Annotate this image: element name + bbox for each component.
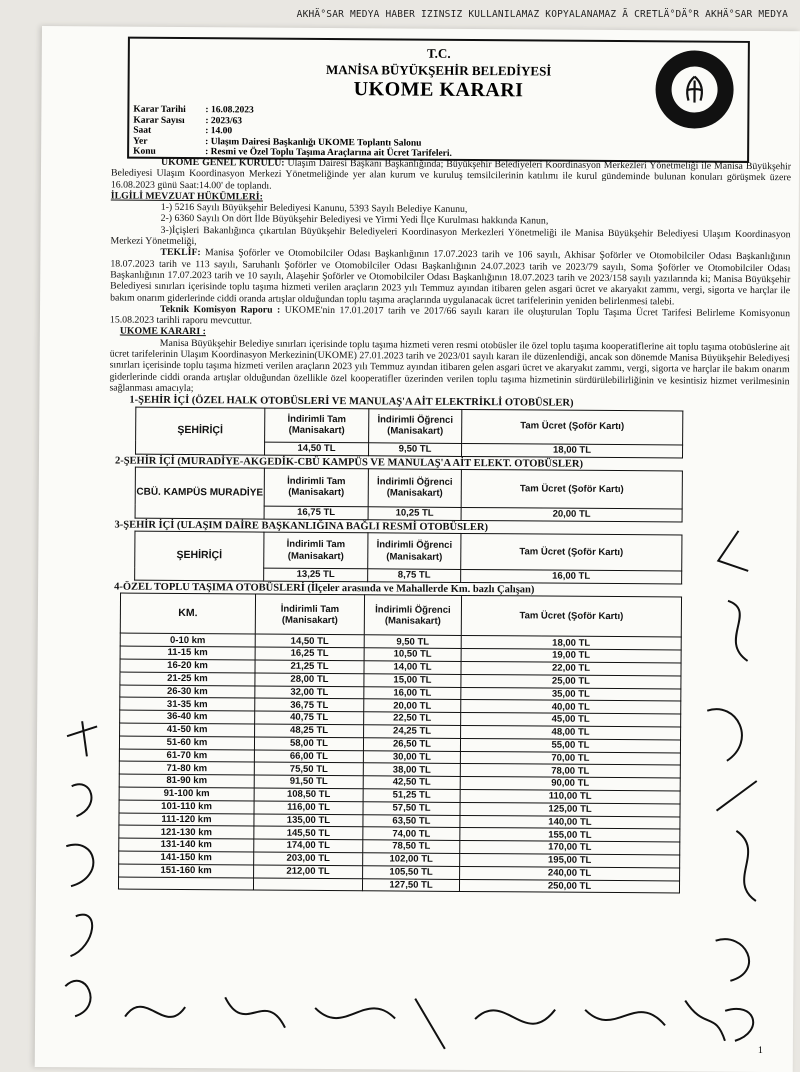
table4-title: 4-ÖZEL TOPLU TAŞIMA OTOBÜSLERİ (İlçeler arasında ve Mahallerde Km. bazlı Çalışan) bbox=[114, 581, 535, 596]
table3-tam-value: 13,25 TL bbox=[264, 568, 368, 582]
row-km: 36-40 km bbox=[120, 710, 255, 724]
col-indirimli-tam: İndirimli Tam (Manisakart) bbox=[264, 532, 368, 569]
table1-tam-value: 14,50 TL bbox=[265, 442, 369, 456]
row-tam: 28,00 TL bbox=[255, 673, 364, 687]
row-ogrenci: 102,00 TL bbox=[363, 853, 460, 866]
row-full: 240,00 TL bbox=[460, 866, 680, 880]
document-title: UKOME KARARI bbox=[353, 78, 524, 102]
row-full: 250,00 TL bbox=[459, 879, 679, 893]
col-tam-ucret: Tam Ücret (Şoför Kartı) bbox=[462, 409, 683, 445]
col-tam-ucret: Tam Ücret (Şoför Kartı) bbox=[461, 534, 682, 572]
table-row bbox=[118, 877, 679, 894]
row-km: 26-30 km bbox=[120, 685, 255, 699]
row-tam: 203,00 TL bbox=[254, 852, 363, 866]
table2-label: CBÜ. KAMPÜS MURADİYE bbox=[135, 467, 264, 519]
col-indirimli-ogrenci: İndirimli Öğrenci (Manisakart) bbox=[368, 469, 461, 508]
table1-ogrenci-value: 9,50 TL bbox=[369, 442, 462, 456]
meta-row: Karar Tarihi : 16.08.2023 bbox=[133, 104, 254, 116]
fare-table-4 bbox=[118, 593, 682, 894]
row-tam bbox=[253, 878, 362, 892]
row-full: 90,00 TL bbox=[460, 777, 680, 791]
mevzuat-item: 1-) 5216 Sayılı Büyükşehir Belediyesi Kanunu, 5393 Sayılı Belediye Kanunu, bbox=[160, 202, 468, 216]
row-ogrenci: 78,50 TL bbox=[363, 840, 460, 853]
table1-full-value: 18,00 TL bbox=[462, 443, 683, 458]
row-full: 22,00 TL bbox=[461, 661, 681, 675]
row-ogrenci: 14,00 TL bbox=[364, 661, 461, 674]
fare-table-3 bbox=[134, 531, 682, 585]
document-header bbox=[127, 37, 750, 163]
row-tam: 91,50 TL bbox=[254, 775, 363, 789]
row-tam: 40,75 TL bbox=[255, 711, 364, 725]
row-tam: 212,00 TL bbox=[254, 865, 363, 879]
col-indirimli-ogrenci: İndirimli Öğrenci (Manisakart) bbox=[368, 533, 461, 570]
row-tam: 48,25 TL bbox=[255, 724, 364, 738]
row-ogrenci: 22,50 TL bbox=[364, 712, 461, 725]
row-full: 48,00 TL bbox=[461, 725, 681, 739]
row-tam: 32,00 TL bbox=[255, 686, 364, 700]
col-indirimli-tam: İndirimli Tam (Manisakart) bbox=[255, 594, 364, 635]
row-full: 110,00 TL bbox=[460, 789, 680, 803]
row-km: 121-130 km bbox=[119, 825, 254, 839]
col-indirimli-tam: İndirimli Tam (Manisakart) bbox=[265, 408, 369, 443]
row-tam: 75,50 TL bbox=[254, 762, 363, 776]
table3-full-value: 16,00 TL bbox=[461, 570, 682, 585]
document-page bbox=[35, 26, 800, 1072]
row-tam: 174,00 TL bbox=[254, 839, 363, 853]
row-ogrenci: 10,50 TL bbox=[364, 648, 461, 661]
row-ogrenci: 16,00 TL bbox=[364, 686, 461, 699]
row-tam: 135,00 TL bbox=[254, 814, 363, 828]
row-full: 195,00 TL bbox=[460, 853, 680, 867]
row-ogrenci: 30,00 TL bbox=[363, 750, 460, 763]
page-number: 1 bbox=[757, 1045, 763, 1057]
row-ogrenci: 57,50 TL bbox=[363, 802, 460, 815]
decision-meta bbox=[133, 105, 452, 160]
col-tam-ucret: Tam Ücret (Şoför Kartı) bbox=[461, 469, 682, 509]
table2-title: 2-ŞEHİR İÇİ (MURADİYE-AKGEDİK-CBÜ KAMPÜS VE MANULAŞ'A AİT ELEKT. OTOBÜSLER) bbox=[114, 455, 583, 470]
row-km: 101-110 km bbox=[119, 800, 254, 814]
signature-bottom bbox=[115, 977, 736, 1061]
row-ogrenci: 38,00 TL bbox=[363, 763, 460, 776]
row-full: 19,00 TL bbox=[461, 649, 681, 663]
col-indirimli-ogrenci: İndirimli Öğrenci (Manisakart) bbox=[364, 595, 461, 636]
row-ogrenci: 20,00 TL bbox=[364, 699, 461, 712]
table3-ogrenci-value: 8,75 TL bbox=[368, 569, 461, 583]
row-ogrenci: 9,50 TL bbox=[364, 635, 461, 648]
row-tam: 108,50 TL bbox=[254, 788, 363, 802]
row-tam: 36,75 TL bbox=[255, 698, 364, 712]
row-full: 125,00 TL bbox=[460, 802, 680, 816]
row-ogrenci: 51,25 TL bbox=[363, 789, 460, 802]
row-tam: 66,00 TL bbox=[254, 750, 363, 764]
row-ogrenci: 24,25 TL bbox=[364, 725, 461, 738]
watermark-text: AKHÄ°SAR MEDYA HABER IZINSIZ KULLANILAMAZ KOPYALANAMAZ Ã CRETLÄ°DÄ°R AKHÄ°SAR MEDYA bbox=[296, 9, 788, 20]
table1-title: 1-ŞEHİR İÇİ (ÖZEL HALK OTOBÜSLERİ VE MANULAŞ'A AİT ELEKTRİKLİ OTOBÜSLER) bbox=[129, 394, 574, 409]
col-tam-ucret: Tam Ücret (Şoför Kartı) bbox=[461, 596, 681, 638]
row-km: 11-15 km bbox=[120, 646, 255, 660]
row-km: 51-60 km bbox=[119, 736, 254, 750]
row-tam: 16,25 TL bbox=[255, 647, 364, 661]
fare-table-2 bbox=[135, 466, 683, 522]
row-full: 40,00 TL bbox=[461, 700, 681, 714]
row-full: 35,00 TL bbox=[461, 687, 681, 701]
row-km bbox=[118, 877, 253, 891]
row-full: 155,00 TL bbox=[460, 828, 680, 842]
col-indirimli-tam: İndirimli Tam (Manisakart) bbox=[264, 468, 368, 507]
paragraph-teklif: TEKLİF: Manisa Şoförler ve Otomobilciler Odası Başkanlığının 17.07.2023 tarih ve 106 sayılı, Akhisar Şoförler ve Otomobilciler Odası Başkanlığının 18.07.2023 tarih ve 113 sayılı, Saruhanlı Şoförler ve Otomobilciler Odası Başkanlığının 24.07.2023 tarih ve 2023/79 sayılı, Soma Şoförler ve Otomobilciler Odası Başkanlığının 17.07.2023 tarih ve 10 sayılı, Alaşehir Şoförler ve Otomobilciler Odası Başkanlığının 18.07.2023 tarih ve 2023/158 sayılı yazılarında ki; Manisa Büyükşehir Belediyesi sınırları içerisinde toplu taşıma hizmeti verilen araçların 2023 yılı Temmuz ayından itibaren gelen asgari ücret ve akaryakıt zammı, vergi, sigorta ve harçlar ile bakım onarım giderlerinde ciddi oranda artışlar olduğundan toplu taşıma araçlarında uygulanacak ücret tarifelerinin yeniden belirlenmesi talebi. bbox=[110, 247, 791, 307]
row-ogrenci: 26,50 TL bbox=[363, 738, 460, 751]
row-full: 70,00 TL bbox=[460, 751, 680, 765]
mevzuat-item: 3-)İçişleri Bakanlığınca çıkartılan Büyükşehir Belediyeleri Koordinasyon Merkezleri Yönetmeliği ile Manisa Büyükşehir Belediyesi Ulaşım Koordinasyon Merkezi Yönetmeliği, bbox=[110, 224, 791, 248]
row-full: 140,00 TL bbox=[460, 815, 680, 829]
row-ogrenci: 127,50 TL bbox=[362, 878, 459, 891]
row-km: 81-90 km bbox=[119, 774, 254, 788]
row-tam: 14,50 TL bbox=[255, 634, 364, 648]
col-indirimli-ogrenci: İndirimli Öğrenci (Manisakart) bbox=[369, 408, 462, 443]
row-km: 31-35 km bbox=[120, 697, 255, 711]
row-km: 0-10 km bbox=[120, 633, 255, 647]
paragraph-karar: Manisa Büyükşehir Belediye sınırları içerisinde toplu taşıma hizmeti veren resmi otobüsler ile özel toplu taşıma kooperatiflerine ait toplu taşıma otobüslerine ait ücret tarifelerinin Ulaşım Koordinasyon Merkezinin(UKOME) 27.01.2023 tarih ve 2023/01 sayılı kararı ile düzenlendiği, ancak son dönemde Manisa Büyükşehir Belediyesi sınırları içerisinde toplu taşıma hizmeti verilen araçların 2023 yılı Temmuz ayından itibaren gelen asgari ücret ve akaryakıt zammı, vergi, sigorta ve harçlar ile bakım onarım giderlerinde ciddi oranda artışlar olduğundan özellikle özel kooperatifler üzerinden verilen toplu taşıma hizmetinin sürdürülebilirliğinin ve kesintisiz hizmet verilmesinin sağlanması amacıyla; bbox=[109, 337, 790, 395]
table2-full-value: 20,00 TL bbox=[461, 507, 682, 522]
row-km: 41-50 km bbox=[120, 723, 255, 737]
paragraph-komisyon: Teknik Komisyon Raporu : UKOME'nin 17.01.2017 tarih ve 2017/66 sayılı kararı ile oluşturulan Toplu Taşıma Ücret Tarifesi Belirleme Komisyonun 15.08.2023 tarihli raporu mevcuttur. bbox=[109, 303, 791, 327]
row-tam: 58,00 TL bbox=[254, 737, 363, 751]
row-tam: 116,00 TL bbox=[254, 801, 363, 815]
row-full: 25,00 TL bbox=[461, 674, 681, 688]
row-km: 61-70 km bbox=[119, 749, 254, 763]
municipality-seal-icon bbox=[655, 50, 734, 129]
meta-row: Konu : Resmi ve Özel Toplu Taşıma Araçlarına ait Ücret Tarifeleri. bbox=[133, 146, 452, 159]
signature-left bbox=[55, 716, 117, 1036]
row-full: 78,00 TL bbox=[460, 764, 680, 778]
meta-row: Yer : Ulaşım Dairesi Başkanlığı UKOME Toplantı Salonu bbox=[133, 136, 422, 149]
row-km: 91-100 km bbox=[119, 787, 254, 801]
row-full: 170,00 TL bbox=[460, 841, 680, 855]
mevzuat-title: İLGİLİ MEVZUAT HÜKÜMLERİ: bbox=[110, 190, 263, 203]
row-km: 16-20 km bbox=[120, 659, 255, 673]
paragraph-kurul: UKOME GENEL KURULU: Ulaşım Dairesi Başkanı Başkanlığında; Büyükşehir Belediyeleri Koordinasyon Merkezleri Yönetmeliği ile Manisa Büyükşehir Belediyesi Ulaşım Koordinasyon Merkezi Yönetmeliğinde yer alan kurum ve kuruluş temsilcilerinin katılımı ile kurul gündeminde bulunan konuları görüşmek üzere 16.08.2023 günü Saat:14.00' de toplandı. bbox=[110, 156, 792, 192]
row-ogrenci: 42,50 TL bbox=[363, 776, 460, 789]
row-full: 45,00 TL bbox=[461, 713, 681, 727]
header-tc: T.C. bbox=[426, 45, 451, 61]
fare-table-1 bbox=[135, 406, 683, 458]
mevzuat-item: 2-) 6360 Sayılı On dört İlde Büyükşehir Belediyesi ve Yirmi Yedi İlçe Kurulması hakkında Kanun, bbox=[160, 213, 549, 228]
header-organization: MANİSA BÜYÜKŞEHİR BELEDİYESİ bbox=[325, 61, 552, 79]
karar-title: UKOME KARARI : bbox=[119, 326, 206, 338]
row-km: 151-160 km bbox=[119, 864, 254, 878]
row-km: 141-150 km bbox=[119, 851, 254, 865]
table2-ogrenci-value: 10,25 TL bbox=[368, 507, 461, 521]
signature-right bbox=[675, 510, 779, 1051]
table3-label: ŞEHİRİÇİ bbox=[135, 531, 264, 581]
meta-row: Karar Sayısı : 2023/63 bbox=[133, 115, 243, 126]
col-km: KM. bbox=[120, 593, 255, 634]
meta-row: Saat : 14.00 bbox=[133, 125, 233, 137]
row-tam: 21,25 TL bbox=[255, 660, 364, 674]
row-km: 71-80 km bbox=[119, 761, 254, 775]
row-ogrenci: 15,00 TL bbox=[364, 674, 461, 687]
row-km: 131-140 km bbox=[119, 838, 254, 852]
table2-tam-value: 16,75 TL bbox=[264, 506, 368, 520]
row-full: 55,00 TL bbox=[460, 738, 680, 752]
table1-label: ŞEHİRİÇİ bbox=[136, 407, 265, 455]
row-km: 111-120 km bbox=[119, 813, 254, 827]
row-km: 21-25 km bbox=[120, 672, 255, 686]
row-tam: 145,50 TL bbox=[254, 826, 363, 840]
row-ogrenci: 63,50 TL bbox=[363, 814, 460, 827]
row-full: 18,00 TL bbox=[461, 636, 681, 650]
row-ogrenci: 74,00 TL bbox=[363, 827, 460, 840]
row-ogrenci: 105,50 TL bbox=[363, 866, 460, 879]
table3-title: 3-ŞEHİR İÇİ (ULAŞIM DAİRE BAŞKANLIĞINA BAĞLI RESMİ OTOBÜSLER) bbox=[114, 519, 489, 533]
